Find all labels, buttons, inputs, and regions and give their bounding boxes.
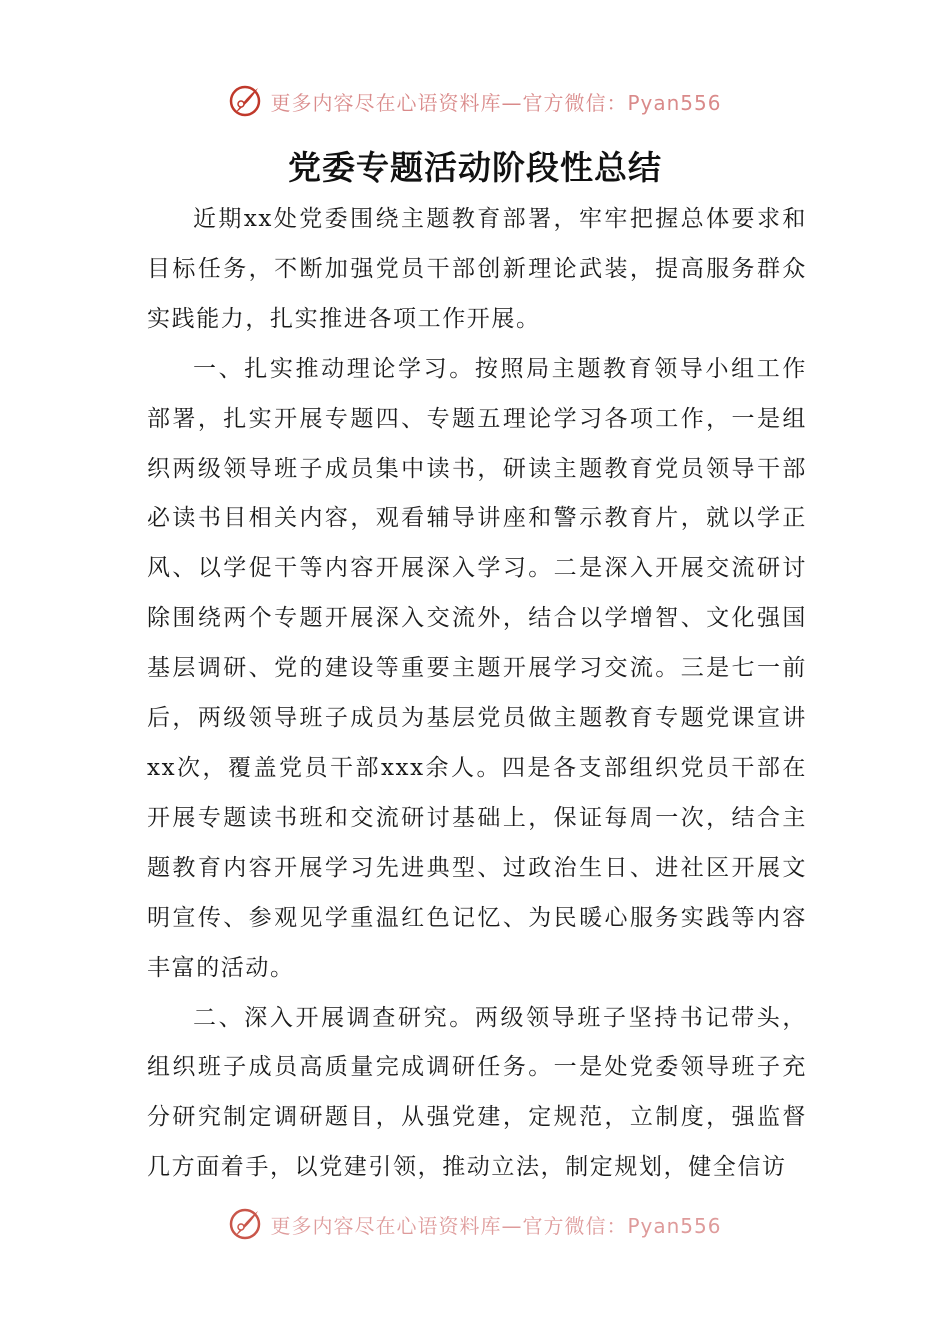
paragraph-theory-study: 一、扎实推动理论学习。按照局主题教育领导小组工作部署，扎实开展专题四、专题五理论学习各项工作，一是组织两级领导班子成员集中读书，研读主题教育党员领导干部必读书目相关内容，观看辅导讲座和警示教育片，就以学正风、以学促干等内容开展深入学习。二是深入开展交流研讨除围绕两个专题开展深入交流外，结合以学增智、文化强国基层调研、党的建设等重要主题开展学习交流。三是七一前后，两级领导班子成员为基层党员做主题教育专题党课宣讲xx次，覆盖党员干部xxx余人。四是各支部组织党员干部在开展专题读书班和交流研讨基础上，保证每周一次，结合主题教育内容开展学习先进典型、过政治生日、进社区开展文明宣传、参观见学重温红色记忆、为民暖心服务实践等内容丰富的活动。 bbox=[147, 355, 807, 981]
document-title: 党委专题活动阶段性总结 bbox=[288, 148, 662, 187]
watermark-header bbox=[0, 84, 950, 118]
watermark-footer bbox=[0, 1207, 950, 1241]
paragraph-intro: 近期xx处党委围绕主题教育部署，牢牢把握总体要求和目标任务，不断加强党员干部创新理论武装，提高服务群众实践能力，扎实推进各项工作开展。 bbox=[147, 206, 807, 332]
watermark-text: 更多内容尽在心语资料库—官方微信：Pyan556 bbox=[270, 1213, 722, 1238]
quill-logo-icon bbox=[228, 84, 262, 118]
paragraph-research: 二、深入开展调查研究。两级领导班子坚持书记带头，组织班子成员高质量完成调研任务。一是处党委领导班子充分研究制定调研题目，从强党建，定规范，立制度，强监督几方面着手，以党建引领，推动立法，制定规划，健全信访 bbox=[147, 1004, 807, 1181]
watermark-text: 更多内容尽在心语资料库—官方微信：Pyan556 bbox=[270, 90, 722, 115]
quill-logo-icon bbox=[228, 1207, 262, 1241]
document-body bbox=[147, 195, 807, 1193]
